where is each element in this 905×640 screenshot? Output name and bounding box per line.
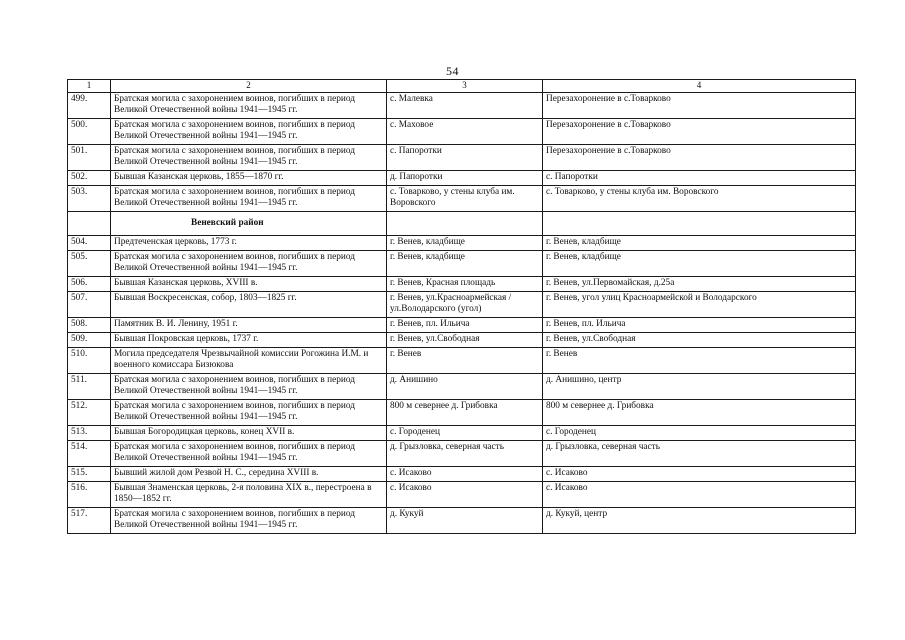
- column-header-3: 3: [387, 80, 543, 93]
- location-cell: 800 м севернее д. Грибовка: [387, 400, 543, 426]
- location-cell: г. Венев, ул.Красноармейская / ул.Володарского (угол): [387, 292, 543, 318]
- location-cell: с. Исаково: [387, 482, 543, 508]
- row-number-cell: 517.: [68, 508, 111, 534]
- object-name-cell: Бывшая Покровская церковь, 1737 г.: [111, 333, 387, 348]
- table-row: [68, 145, 856, 171]
- note-cell: с. Исаково: [543, 467, 856, 482]
- row-number-cell: 503.: [68, 186, 111, 212]
- column-header-2: 2: [111, 80, 387, 93]
- location-cell: г. Венев: [387, 348, 543, 374]
- row-number-cell: 499.: [68, 93, 111, 119]
- column-header-1: 1: [68, 80, 111, 93]
- note-cell: Перезахоронение в с.Товарково: [543, 119, 856, 145]
- note-cell: г. Венев, ул.Свободная: [543, 333, 856, 348]
- section-empty-cell: [68, 212, 111, 236]
- location-cell: д. Кукуй: [387, 508, 543, 534]
- row-number-cell: 513.: [68, 426, 111, 441]
- note-cell: г. Венев, ул.Первомайская, д.25а: [543, 277, 856, 292]
- object-name-cell: Братская могила с захоронением воинов, погибших в период Великой Отечественной войны 1941—1945 гг.: [111, 508, 387, 534]
- row-number-cell: 508.: [68, 318, 111, 333]
- table-row: [68, 186, 856, 212]
- location-cell: г. Венев, ул.Свободная: [387, 333, 543, 348]
- table-row: [68, 467, 856, 482]
- object-name-cell: Памятник В. И. Ленину, 1951 г.: [111, 318, 387, 333]
- location-cell: д. Папоротки: [387, 171, 543, 186]
- table-row: [68, 251, 856, 277]
- location-cell: д. Анишино: [387, 374, 543, 400]
- row-number-cell: 505.: [68, 251, 111, 277]
- object-name-cell: Братская могила с захоронением воинов, погибших в период Великой Отечественной войны 1941—1945 гг.: [111, 186, 387, 212]
- object-name-cell: Бывшая Воскресенская, собор, 1803—1825 гг.: [111, 292, 387, 318]
- table-row: [68, 400, 856, 426]
- row-number-cell: 506.: [68, 277, 111, 292]
- location-cell: г. Венев, кладбище: [387, 251, 543, 277]
- note-cell: г. Венев: [543, 348, 856, 374]
- note-cell: с. Городенец: [543, 426, 856, 441]
- object-name-cell: Братская могила с захоронением воинов, погибших в период Великой Отечественной войны 1941—1945 гг.: [111, 93, 387, 119]
- object-name-cell: Братская могила с захоронением воинов, погибших в период Великой Отечественной войны 1941—1945 гг.: [111, 441, 387, 467]
- row-number-cell: 514.: [68, 441, 111, 467]
- note-cell: с. Исаково: [543, 482, 856, 508]
- row-number-cell: 516.: [68, 482, 111, 508]
- location-cell: с. Исаково: [387, 467, 543, 482]
- row-number-cell: 502.: [68, 171, 111, 186]
- table-row: [68, 318, 856, 333]
- row-number-cell: 511.: [68, 374, 111, 400]
- table-row: [68, 348, 856, 374]
- object-name-cell: Братская могила с захоронением воинов, погибших в период Великой Отечественной войны 1941—1945 гг.: [111, 119, 387, 145]
- note-cell: д. Анишино, центр: [543, 374, 856, 400]
- note-cell: д. Грызловка, северная часть: [543, 441, 856, 467]
- note-cell: г. Венев, кладбище: [543, 236, 856, 251]
- row-number-cell: 510.: [68, 348, 111, 374]
- row-number-cell: 507.: [68, 292, 111, 318]
- row-number-cell: 504.: [68, 236, 111, 251]
- table-row: [68, 292, 856, 318]
- location-cell: с. Папоротки: [387, 145, 543, 171]
- table-row: [68, 93, 856, 119]
- table-row: [68, 374, 856, 400]
- table-row: [68, 277, 856, 292]
- object-name-cell: Бывший жилой дом Резвой Н. С., середина XVIII в.: [111, 467, 387, 482]
- location-cell: с. Маховое: [387, 119, 543, 145]
- note-cell: г. Венев, угол улиц Красноармейской и Володарского: [543, 292, 856, 318]
- location-cell: д. Грызловка, северная часть: [387, 441, 543, 467]
- section-empty-cell: [543, 212, 856, 236]
- location-cell: с. Товарково, у стены клуба им. Воровского: [387, 186, 543, 212]
- table-row: [68, 333, 856, 348]
- object-name-cell: Бывшая Казанская церковь, 1855—1870 гг.: [111, 171, 387, 186]
- object-name-cell: Предтеченская церковь, 1773 г.: [111, 236, 387, 251]
- object-name-cell: Бывшая Знаменская церковь, 2-я половина XIX в., перестроена в 1850—1852 гг.: [111, 482, 387, 508]
- note-cell: 800 м севернее д. Грибовка: [543, 400, 856, 426]
- object-name-cell: Могила председателя Чрезвычайной комиссии Рогожина И.М. и военного комиссара Бизюкова: [111, 348, 387, 374]
- note-cell: с. Товарково, у стены клуба им. Воровского: [543, 186, 856, 212]
- row-number-cell: 500.: [68, 119, 111, 145]
- object-name-cell: Братская могила с захоронением воинов, погибших в период Великой Отечественной войны 1941—1945 гг.: [111, 145, 387, 171]
- section-row: [68, 212, 856, 236]
- table-row: [68, 508, 856, 534]
- object-name-cell: Братская могила с захоронением воинов, погибших в период Великой Отечественной войны 1941—1945 гг.: [111, 400, 387, 426]
- location-cell: г. Венев, пл. Ильича: [387, 318, 543, 333]
- note-cell: д. Кукуй, центр: [543, 508, 856, 534]
- object-name-cell: Братская могила с захоронением воинов, погибших в период Великой Отечественной войны 1941—1945 гг.: [111, 251, 387, 277]
- note-cell: Перезахоронение в с.Товарково: [543, 93, 856, 119]
- row-number-cell: 501.: [68, 145, 111, 171]
- object-name-cell: Бывшая Казанская церковь, XVIII в.: [111, 277, 387, 292]
- page-number: 54: [446, 64, 459, 78]
- location-cell: с. Городенец: [387, 426, 543, 441]
- table-row: [68, 441, 856, 467]
- table-row: [68, 171, 856, 186]
- object-name-cell: Бывшая Богородицкая церковь, конец XVII в.: [111, 426, 387, 441]
- table-row: [68, 119, 856, 145]
- note-cell: с. Папоротки: [543, 171, 856, 186]
- note-cell: г. Венев, кладбище: [543, 251, 856, 277]
- location-cell: с. Малевка: [387, 93, 543, 119]
- column-header-row: [68, 80, 856, 93]
- table-row: [68, 236, 856, 251]
- row-number-cell: 509.: [68, 333, 111, 348]
- monuments-table: [67, 79, 856, 534]
- location-cell: г. Венев, Красная площадь: [387, 277, 543, 292]
- row-number-cell: 515.: [68, 467, 111, 482]
- table-body: [68, 80, 856, 534]
- table-row: [68, 482, 856, 508]
- column-header-4: 4: [543, 80, 856, 93]
- object-name-cell: Братская могила с захоронением воинов, погибших в период Великой Отечественной войны 1941—1945 гг.: [111, 374, 387, 400]
- section-title: Веневский район: [111, 212, 387, 236]
- table-row: [68, 426, 856, 441]
- section-empty-cell: [387, 212, 543, 236]
- location-cell: г. Венев, кладбище: [387, 236, 543, 251]
- note-cell: г. Венев, пл. Ильича: [543, 318, 856, 333]
- row-number-cell: 512.: [68, 400, 111, 426]
- note-cell: Перезахоронение в с.Товарково: [543, 145, 856, 171]
